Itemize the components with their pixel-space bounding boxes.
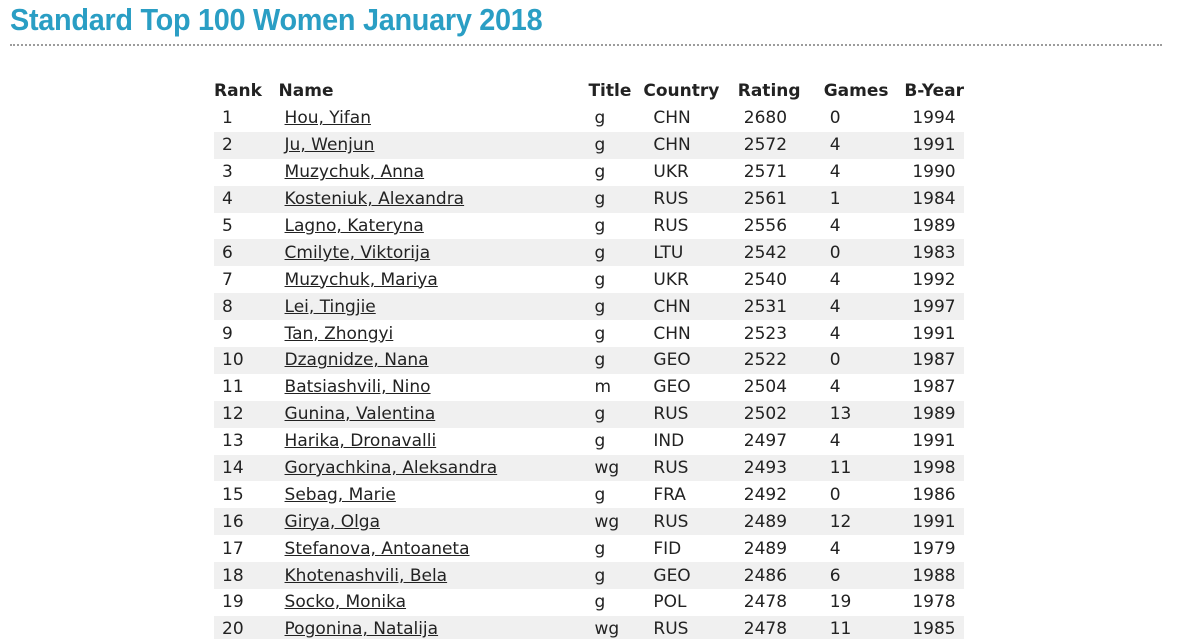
birth-year-cell: 1991 (912, 323, 956, 344)
player-name-cell (279, 455, 589, 482)
rank-cell: 19 (222, 592, 244, 613)
title-cell: g (588, 239, 643, 266)
birth-year-cell: 1997 (904, 293, 964, 320)
rank-cell: 9 (222, 323, 233, 344)
rank-cell: 8 (214, 293, 279, 320)
player-link[interactable]: Sebag, Marie (284, 484, 396, 505)
table-row (214, 132, 964, 159)
player-name-cell (279, 266, 589, 293)
title-cell: g (588, 293, 643, 320)
player-link[interactable]: Pogonina, Natalija (284, 619, 439, 639)
rating-cell: 2571 (743, 162, 788, 183)
title-cell: g (594, 269, 606, 290)
column-header-country: Country (643, 81, 720, 101)
title-cell: g (594, 538, 606, 559)
birth-year-cell: 1985 (904, 616, 964, 639)
rank-cell: 16 (214, 508, 279, 535)
table-row (214, 481, 964, 508)
player-link[interactable]: Dzagnidze, Nana (284, 350, 429, 371)
table-row (214, 347, 964, 374)
player-link[interactable]: Cmilyte, Viktorija (284, 242, 431, 263)
games-cell: 4 (829, 162, 841, 183)
rank-cell: 10 (214, 347, 279, 374)
player-name-cell (279, 320, 589, 347)
birth-year-cell: 1998 (904, 455, 964, 482)
games-cell: 1 (824, 186, 905, 213)
rating-cell: 2680 (743, 108, 788, 129)
rank-cell: 2 (214, 132, 279, 159)
table-row (214, 562, 964, 589)
column-header-games: Games (823, 81, 889, 101)
country-cell: CHN (643, 293, 737, 320)
player-name-cell (279, 401, 589, 428)
country-cell: RUS (643, 508, 737, 535)
player-link[interactable]: Tan, Zhongyi (284, 323, 394, 344)
rating-cell: 2478 (738, 616, 824, 639)
rank-cell: 5 (222, 216, 233, 236)
table-row (214, 508, 964, 535)
country-cell: RUS (643, 455, 737, 482)
games-cell: 11 (824, 616, 905, 639)
table-row (214, 589, 964, 616)
title-cell: wg (588, 508, 643, 535)
table-row (214, 159, 964, 186)
title-cell: g (588, 132, 643, 159)
country-cell: RUS (643, 186, 737, 213)
table-row (214, 105, 964, 132)
rating-cell: 2504 (743, 377, 788, 398)
title-cell: g (588, 562, 643, 589)
player-name-cell (279, 616, 589, 639)
column-header-byear: B-Year (904, 81, 964, 101)
country-cell: IND (653, 431, 685, 452)
rating-cell: 2523 (743, 323, 788, 344)
games-cell: 13 (824, 401, 905, 428)
player-link[interactable]: Ju, Wenjun (284, 135, 375, 156)
birth-year-cell: 1979 (912, 538, 956, 559)
rating-cell: 2497 (743, 431, 788, 452)
title-cell: g (588, 186, 643, 213)
title-cell: g (588, 347, 643, 374)
page-title: Standard Top 100 Women January 2018 (10, 2, 543, 37)
table-row (214, 293, 964, 320)
birth-year-cell: 1984 (904, 186, 964, 213)
rating-cell: 2540 (743, 269, 788, 290)
table-row (214, 266, 964, 293)
table-row (214, 455, 964, 482)
player-link[interactable]: Socko, Monika (284, 592, 407, 613)
country-cell: GEO (643, 562, 737, 589)
rank-cell: 7 (222, 269, 233, 290)
games-cell: 4 (829, 323, 841, 344)
title-cell: g (594, 323, 606, 344)
title-cell: wg (588, 616, 643, 639)
games-cell: 4 (829, 538, 841, 559)
birth-year-cell: 1989 (904, 401, 964, 428)
birth-year-cell: 1978 (912, 592, 956, 613)
player-link[interactable]: Girya, Olga (284, 511, 381, 532)
country-cell: RUS (643, 616, 737, 639)
birth-year-cell: 1994 (912, 108, 956, 129)
games-cell: 0 (824, 347, 905, 374)
title-cell: g (594, 216, 606, 236)
birth-year-cell: 1991 (904, 132, 964, 159)
player-name-cell (279, 562, 589, 589)
games-cell: 11 (824, 455, 905, 482)
birth-year-cell: 1991 (904, 508, 964, 535)
table-header (214, 77, 964, 105)
player-link[interactable]: Harika, Dronavalli (284, 431, 437, 452)
table-row (214, 616, 964, 639)
country-cell: FID (653, 538, 682, 559)
title-divider (10, 44, 1162, 46)
rating-cell: 2502 (738, 401, 824, 428)
games-cell: 4 (824, 293, 905, 320)
games-cell: 4 (829, 216, 841, 236)
title-cell: g (594, 162, 606, 183)
column-header-name: Name (278, 81, 334, 101)
games-cell: 12 (824, 508, 905, 535)
player-link[interactable]: Stefanova, Antoaneta (284, 538, 470, 559)
player-name-cell (279, 239, 589, 266)
player-link[interactable]: Kosteniuk, Alexandra (284, 189, 465, 210)
country-cell: CHN (643, 132, 737, 159)
player-link[interactable]: Hou, Yifan (284, 108, 371, 129)
player-link[interactable]: Lei, Tingjie (284, 296, 376, 317)
player-name-cell (279, 508, 589, 535)
rating-cell: 2492 (743, 484, 788, 505)
country-cell: POL (653, 592, 687, 613)
player-name-cell (279, 589, 589, 616)
rating-cell: 2556 (743, 216, 788, 236)
games-cell: 19 (829, 592, 852, 613)
player-link[interactable]: Batsiashvili, Nino (284, 377, 431, 398)
player-name-cell (279, 293, 589, 320)
rating-cell: 2531 (738, 293, 824, 320)
table-row (214, 401, 964, 428)
birth-year-cell: 1986 (912, 484, 956, 505)
country-cell: RUS (653, 216, 689, 236)
player-name-cell (279, 374, 589, 401)
birth-year-cell: 1983 (904, 239, 964, 266)
games-cell: 0 (829, 108, 841, 129)
rating-cell: 2478 (743, 592, 788, 613)
table-row (214, 213, 964, 240)
country-cell: FRA (653, 484, 686, 505)
title-cell: g (594, 592, 606, 613)
header-row (214, 77, 964, 105)
birth-year-cell: 1989 (912, 216, 956, 236)
birth-year-cell: 1988 (904, 562, 964, 589)
birth-year-cell: 1987 (912, 377, 956, 398)
country-cell: LTU (643, 239, 737, 266)
country-cell: GEO (643, 347, 737, 374)
country-cell: UKR (653, 162, 689, 183)
rating-cell: 2486 (738, 562, 824, 589)
rank-cell: 3 (222, 162, 233, 183)
player-name-cell (279, 186, 589, 213)
player-link[interactable]: Lagno, Kateryna (284, 216, 424, 236)
player-link[interactable]: Goryachkina, Aleksandra (284, 458, 498, 479)
country-cell: UKR (653, 269, 689, 290)
rating-cell: 2489 (743, 538, 788, 559)
rating-cell: 2489 (738, 508, 824, 535)
rank-cell: 13 (222, 431, 244, 452)
player-name-cell (279, 159, 589, 186)
column-header-rating: Rating (737, 81, 801, 101)
birth-year-cell: 1991 (912, 431, 956, 452)
games-cell: 0 (824, 239, 905, 266)
table-row (214, 186, 964, 213)
player-name-cell (279, 481, 589, 508)
player-link[interactable]: Khotenashvili, Bela (284, 565, 448, 586)
country-cell: GEO (653, 377, 691, 398)
player-link[interactable]: Gunina, Valentina (284, 404, 436, 425)
games-cell: 6 (824, 562, 905, 589)
rank-cell: 12 (214, 401, 279, 428)
rating-cell: 2542 (738, 239, 824, 266)
table-row (214, 239, 964, 266)
player-name-cell (279, 132, 589, 159)
rank-cell: 11 (222, 377, 244, 398)
rank-cell: 17 (222, 538, 244, 559)
rank-cell: 14 (214, 455, 279, 482)
games-cell: 4 (829, 269, 841, 290)
rating-cell: 2522 (738, 347, 824, 374)
player-name-cell (279, 347, 589, 374)
rank-cell: 4 (214, 186, 279, 213)
country-cell: CHN (653, 323, 691, 344)
birth-year-cell: 1990 (912, 162, 956, 183)
title-cell: wg (588, 455, 643, 482)
games-cell: 4 (829, 377, 841, 398)
player-link[interactable]: Muzychuk, Mariya (284, 269, 438, 290)
title-cell: m (594, 377, 612, 398)
rating-cell: 2572 (738, 132, 824, 159)
rank-cell: 15 (222, 484, 244, 505)
column-header-rank: Rank (214, 81, 262, 101)
table-row (214, 374, 964, 401)
rating-cell: 2561 (738, 186, 824, 213)
player-link[interactable]: Muzychuk, Anna (284, 162, 425, 183)
table-row (214, 320, 964, 347)
player-name-cell (279, 105, 589, 132)
games-cell: 4 (829, 431, 841, 452)
player-name-cell (279, 213, 589, 240)
rank-cell: 18 (214, 562, 279, 589)
player-name-cell (279, 428, 589, 455)
title-cell: g (594, 484, 606, 505)
country-cell: CHN (653, 108, 691, 129)
rankings-table (214, 77, 964, 639)
table-row (214, 535, 964, 562)
country-cell: RUS (643, 401, 737, 428)
birth-year-cell: 1992 (912, 269, 956, 290)
table-row (214, 428, 964, 455)
rank-cell: 6 (214, 239, 279, 266)
title-cell: g (594, 431, 606, 452)
games-cell: 4 (824, 132, 905, 159)
column-header-title: Title (588, 81, 632, 101)
rank-cell: 1 (222, 108, 233, 129)
rating-cell: 2493 (738, 455, 824, 482)
title-cell: g (594, 108, 606, 129)
games-cell: 0 (829, 484, 841, 505)
player-name-cell (279, 535, 589, 562)
title-cell: g (588, 401, 643, 428)
rank-cell: 20 (214, 616, 279, 639)
birth-year-cell: 1987 (904, 347, 964, 374)
table-body (214, 105, 964, 639)
